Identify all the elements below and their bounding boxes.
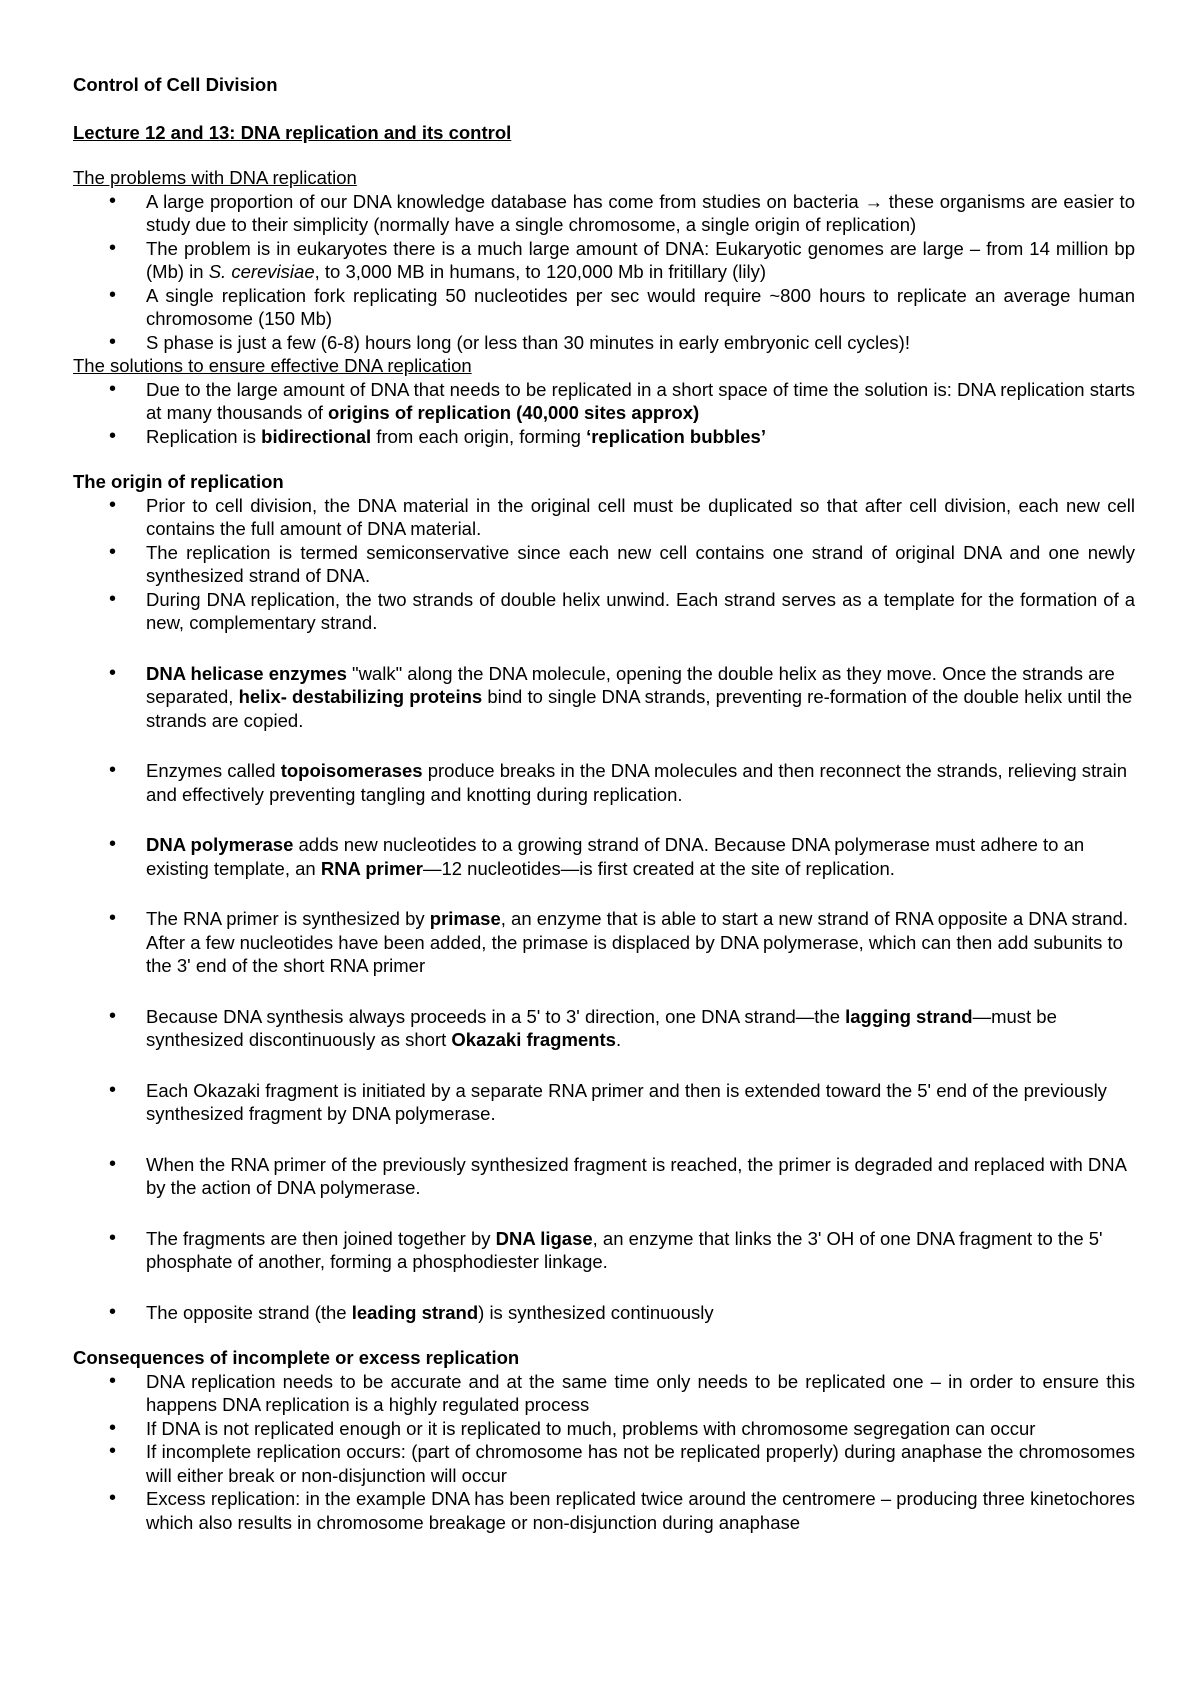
list-item: • Enzymes called topoisomerases produce breaks in the DNA molecules and then reconnect the strands, relieving strain and effectively preventing tangling and knotting during replication. (73, 759, 1135, 806)
list-item: • The opposite strand (the leading strand) is synthesized continuously (73, 1301, 1135, 1325)
section-heading-consequences: Consequences of incomplete or excess replication (73, 1347, 520, 1368)
list-item: • Each Okazaki fragment is initiated by a separate RNA primer and then is extended toward the 5' end of the previously synthesized fragment by DNA polymerase. (73, 1079, 1135, 1126)
origin-list (73, 494, 1135, 1325)
list-item: • During DNA replication, the two strands of double helix unwind. Each strand serves as a template for the formation of a new, complementary strand. (73, 588, 1135, 635)
lecture-title: Lecture 12 and 13: DNA replication and its control (73, 121, 512, 143)
list-item: • Due to the large amount of DNA that needs to be replicated in a short space of time the solution is: DNA replication starts at many thousands of origins of replication (40,000 sites approx) (73, 378, 1135, 425)
list-item: • The replication is termed semiconservative since each new cell contains one strand of original DNA and one newly synthesized strand of DNA. (73, 541, 1135, 588)
list-item: • S phase is just a few (6-8) hours long (or less than 30 minutes in early embryonic cell cycles)! (73, 331, 1135, 355)
consequences-list (73, 1370, 1135, 1535)
solutions-list (73, 378, 1135, 449)
section-heading-solutions: The solutions to ensure effective DNA replication (73, 355, 472, 376)
list-item: • If incomplete replication occurs: (part of chromosome has not be replicated properly) during anaphase the chromosomes will either break or non-disjunction will occur (73, 1440, 1135, 1487)
list-item: • Because DNA synthesis always proceeds in a 5' to 3' direction, one DNA strand—the lagging strand—must be synthesized discontinuously as short Okazaki fragments. (73, 1005, 1135, 1052)
problems-list (73, 190, 1135, 355)
list-item: • When the RNA primer of the previously synthesized fragment is reached, the primer is degraded and replaced with DNA by the action of DNA polymerase. (73, 1153, 1135, 1200)
arrow-icon: → (864, 190, 883, 212)
section-heading-problems: The problems with DNA replication (73, 167, 357, 188)
list-item: • Excess replication: in the example DNA has been replicated twice around the centromere – producing three kinetochores which also results in chromosome breakage or non-disjunction during anaphase (73, 1487, 1135, 1534)
list-item: • DNA helicase enzymes "walk" along the DNA molecule, opening the double helix as they move. Once the strands are separated, helix- destabilizing proteins bind to single DNA strands, preventing re-formation of the double helix until the strands are copied. (73, 662, 1135, 733)
list-item: • Prior to cell division, the DNA material in the original cell must be duplicated so that after cell division, each new cell contains the full amount of DNA material. (73, 494, 1135, 541)
list-item: • A large proportion of our DNA knowledge database has come from studies on bacteria → these organisms are easier to study due to their simplicity (normally have a single chromosome, a single origin of replication) (73, 190, 1135, 237)
list-item: • A single replication fork replicating 50 nucleotides per sec would require ~800 hours to replicate an average human chromosome (150 Mb) (73, 284, 1135, 331)
list-item: • DNA replication needs to be accurate and at the same time only needs to be replicated one – in order to ensure this happens DNA replication is a highly regulated process (73, 1370, 1135, 1417)
list-item: • DNA polymerase adds new nucleotides to a growing strand of DNA. Because DNA polymerase must adhere to an existing template, an RNA primer—12 nucleotides—is first created at the site of replication. (73, 833, 1135, 880)
list-item: • Replication is bidirectional from each origin, forming ‘replication bubbles’ (73, 425, 1135, 449)
section-heading-origin: The origin of replication (73, 471, 284, 492)
document-body (73, 73, 1135, 1534)
document-title: Control of Cell Division (73, 74, 278, 95)
list-item: • The problem is in eukaryotes there is a much large amount of DNA: Eukaryotic genomes are large – from 14 million bp (Mb) in S. cerevisiae, to 3,000 MB in humans, to 120,000 Mb in fritillary (lily) (73, 237, 1135, 284)
list-item: • The RNA primer is synthesized by primase, an enzyme that is able to start a new strand of RNA opposite a DNA strand. After a few nucleotides have been added, the primase is displaced by DNA polymerase, which can then add subunits to the 3' end of the short RNA primer (73, 907, 1135, 978)
list-item: • If DNA is not replicated enough or it is replicated to much, problems with chromosome segregation can occur (73, 1417, 1135, 1441)
list-item: • The fragments are then joined together by DNA ligase, an enzyme that links the 3' OH of one DNA fragment to the 5' phosphate of another, forming a phosphodiester linkage. (73, 1227, 1135, 1274)
